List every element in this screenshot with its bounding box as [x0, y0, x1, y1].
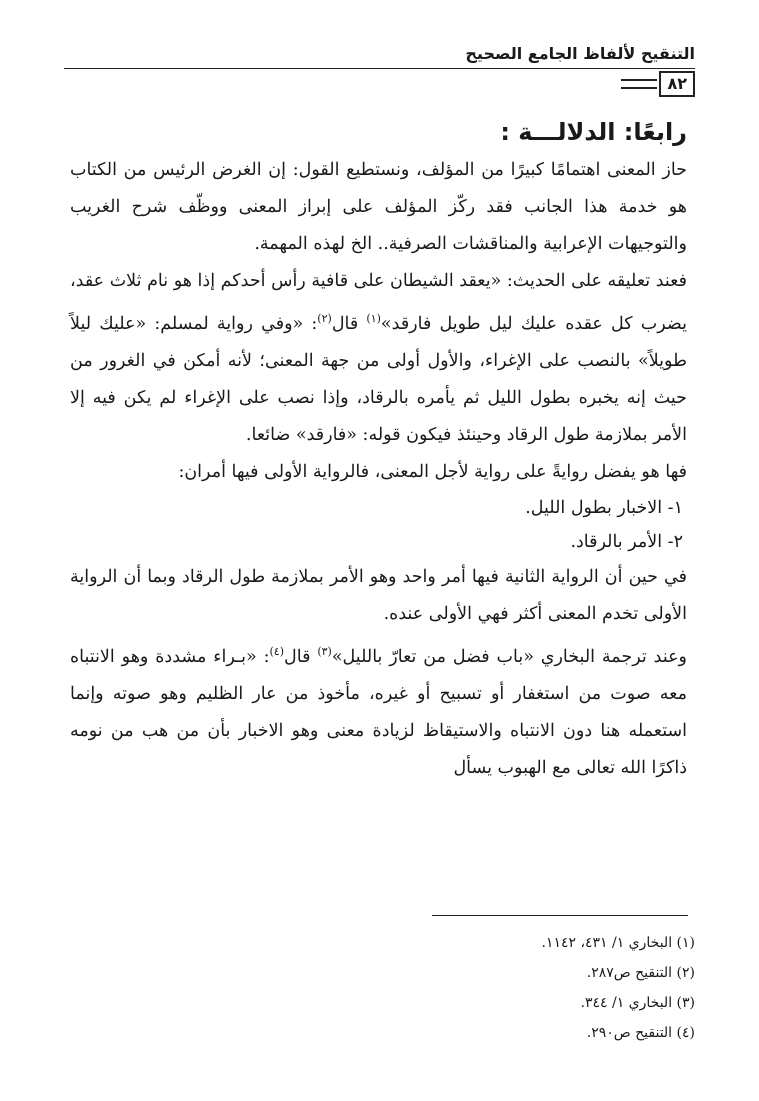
main-text [70, 118, 687, 787]
list-item-1: ١- الاخبار بطول الليل. [525, 497, 683, 518]
qal-word-2: قال [284, 646, 311, 667]
hadith-quote: فعند تعليقه على الحديث: «يعقد الشيطان على قافية رأس أحدكم إذا هو نام ثلاث عقد، يضرب كل عقده عليك ليل طويل فارقد» [70, 271, 687, 334]
paragraph-5 [70, 633, 687, 787]
footnote-rule [432, 915, 688, 916]
page-number-ornament [621, 79, 657, 89]
page-header [64, 44, 695, 94]
footnote-ref-4: (٤) [269, 644, 285, 658]
footnote-ref-2: (٢) [317, 312, 332, 325]
footnotes [541, 928, 695, 1048]
footnote-4: (٤) التنقيح ص٢٩٠. [586, 1025, 695, 1041]
section-heading: رابعًا: الدلالـــة : [500, 118, 687, 146]
running-title: التنقيح لألفاظ الجامع الصحيح [465, 44, 695, 63]
commentary-2: : «بـراء مشددة وهو الانتباه معه صوت من استغفار أو تسبيح أو غيره، مأخوذ من عار الظليم وهو صوته وإنما استعمله هنا دون الانتباه والاستيقاظ لزيادة معنى وهو الاخبار بأن من هب من نومه ذاكرًا الله تعالى مع الهبوب يسأل [70, 646, 687, 778]
footnote-2: (٢) التنقيح ص٢٨٧. [586, 965, 695, 981]
footnote-1: (١) البخاري ١/ ٤٣١، ١١٤٢. [541, 935, 695, 951]
paragraph-1: حاز المعنى اهتمامًا كبيرًا من المؤلف، ونستطيع القول: إن الغرض الرئيس من الكتاب هو خدمة هذا الجانب فقد ركّز المؤلف على إبراز المعنى ووظّف شرح الغريب والتوجيهات الإعرابية والمناقشات الصرفية.. الخ لهذه المهمة. [70, 160, 687, 254]
qal-word-1: قال [331, 313, 359, 334]
commentary-1: : «وفي رواية لمسلم: «عليك ليلاً طويلاً» بالنصب على الإغراء، والأول أولى من جهة المعنى؛ لأنه أمكن في الغرور من حيث إنه يخبره بطول الليل ثم يأمره بالرقاد، وإذا نصب على الإغراء لم يكن فيه إلا الأمر بملازمة طول الرقاد وحينئذ فيكون قوله: «فارقد» ضائعا. [70, 313, 687, 445]
list-item-2: ٢- الأمر بالرقاد. [570, 531, 683, 552]
footnote-ref-3: (٣) [317, 644, 332, 658]
footnote-ref-1: (١) [366, 312, 381, 325]
paragraph-2 [70, 263, 687, 454]
footnote-3: (٣) البخاري ١/ ٣٤٤. [580, 995, 695, 1011]
page-number-box [621, 71, 695, 97]
bukhari-chapter: وعند ترجمة البخاري «باب فضل من تعارّ بالليل» [331, 646, 687, 667]
page-number: ٨٢ [659, 71, 695, 97]
paragraph-3: فها هو يفضل روايةً على رواية لأجل المعنى، فالرواية الأولى فيها أمران: [178, 461, 687, 482]
paragraph-4: في حين أن الرواية الثانية فيها أمر واحد وهو الأمر بملازمة طول الرقاد وبما أن الرواية الأولى تخدم المعنى أكثر فهي الأولى عنده. [70, 566, 687, 624]
header-rule [64, 68, 695, 69]
